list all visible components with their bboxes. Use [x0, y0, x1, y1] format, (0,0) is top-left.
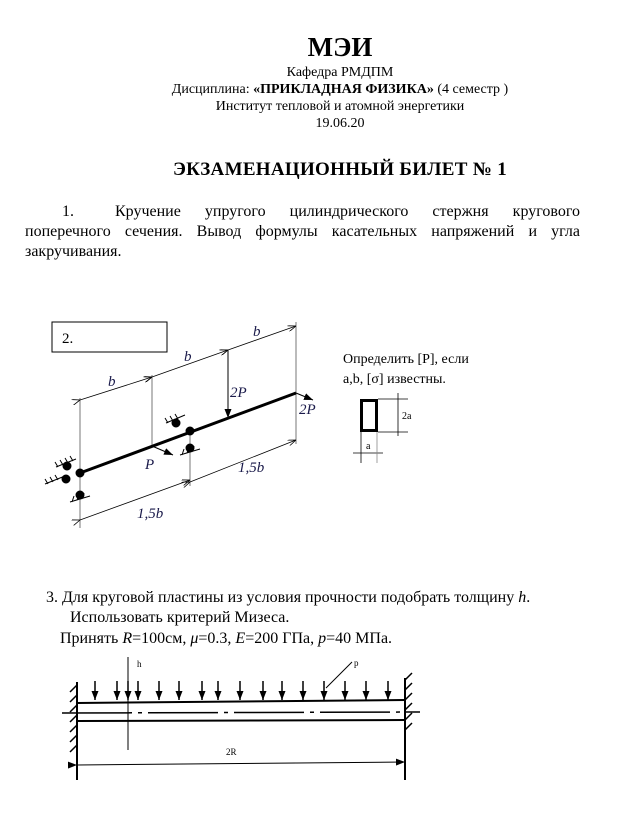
- question-3-period: .: [526, 589, 531, 606]
- dim-1-5b-top: 1,5b: [238, 460, 265, 476]
- question-2-task-line1: Определить [P], если: [343, 352, 469, 367]
- pressure-arrows: [95, 681, 388, 700]
- university-name: МЭИ: [307, 32, 373, 62]
- date: 19.06.20: [315, 116, 365, 131]
- param-p-var: p: [318, 630, 327, 647]
- thickness-label: h: [137, 659, 142, 669]
- discipline-prefix: Дисциплина:: [171, 82, 254, 97]
- question-3-line2: Использовать критерий Мизеса.: [70, 609, 290, 626]
- diameter-label: 2R: [226, 747, 237, 757]
- question-1-number: 1.: [62, 203, 74, 220]
- load-2p-end-arrow: [296, 393, 313, 400]
- question-1-text: Кручение упругого цилиндрического стержня кругового поперечного сечения. Вывод формулы касательных напряжений и угла закручивания.: [25, 203, 580, 260]
- param-mu-var: μ: [190, 630, 199, 647]
- question-3-text: 3. Для круговой пластины из условия прочности подобрать толщину: [46, 589, 519, 606]
- load-p-arrow: [152, 446, 173, 455]
- cross-section: [353, 393, 408, 463]
- dim-b-3: b: [253, 324, 261, 340]
- ticket-title: ЭКЗАМЕНАЦИОННЫЙ БИЛЕТ № 1: [172, 159, 508, 180]
- load-2p-end-label: 2P: [299, 402, 316, 418]
- question-3-line1: [46, 589, 530, 607]
- dim-b-1: b: [108, 374, 116, 390]
- question-3-accept: Принять: [60, 630, 123, 647]
- param-r-value: =100см,: [132, 630, 191, 647]
- question-2-task-line2: a,b, [σ] известны.: [343, 372, 446, 387]
- section-width-label: a: [366, 441, 371, 452]
- department: Кафедра РМДПМ: [286, 65, 394, 80]
- param-e-value: =200 ГПа,: [245, 630, 319, 647]
- plate-diagram: [62, 657, 420, 780]
- load-p-label: P: [145, 457, 155, 473]
- pressure-label: p: [354, 658, 359, 668]
- section-height-label: 2a: [402, 411, 412, 422]
- institute: Институт тепловой и атомной энергетики: [215, 99, 465, 114]
- param-p-value: =40 МПа.: [326, 630, 393, 647]
- dim-1-5b-bottom: 1,5b: [137, 506, 164, 522]
- load-2p-label: 2P: [230, 385, 247, 401]
- question-3-var-h: h: [518, 589, 527, 606]
- question-2-number: 2.: [62, 331, 74, 347]
- question-3-line3: [60, 630, 392, 648]
- param-mu-value: =0.3,: [198, 630, 236, 647]
- discipline-semester: (4 семестр ): [433, 82, 509, 97]
- discipline-name: «ПРИКЛАДНАЯ ФИЗИКА»: [253, 82, 434, 97]
- param-e-var: E: [235, 630, 246, 647]
- dim-b-2: b: [184, 349, 192, 365]
- param-r-var: R: [122, 630, 133, 647]
